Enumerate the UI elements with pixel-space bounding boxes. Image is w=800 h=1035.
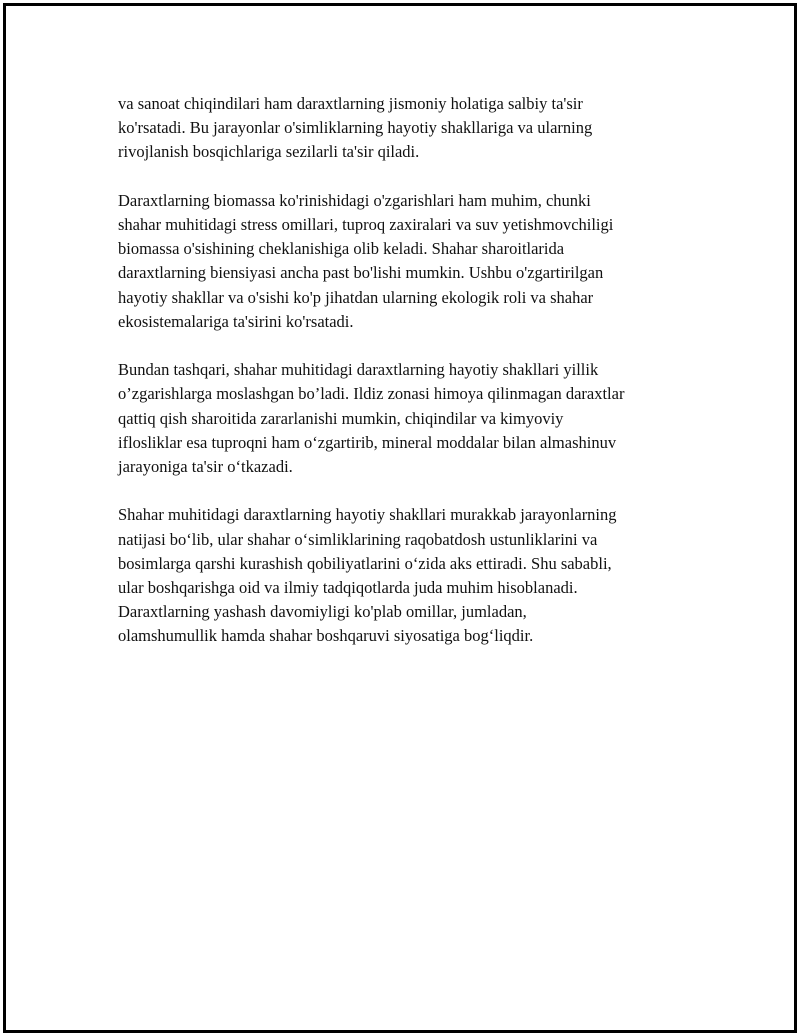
document-body: [118, 92, 698, 673]
text-line: qattiq qish sharoitida zararlanishi mumkin, chiqindilar va kimyoviy: [118, 408, 564, 428]
text-line: Shahar muhitidagi daraxtlarning hayotiy shakllari murakkab jarayonlarning: [118, 505, 617, 525]
text-line: bosimlarga qarshi kurashish qobiliyatlarini o‘zida aks ettiradi. Shu sababli,: [118, 553, 612, 573]
text-line: biomassa o'sishining cheklanishiga olib keladi. Shahar sharoitlarida: [118, 239, 565, 259]
text-line: ular boshqarishga oid va ilmiy tadqiqotlarda juda muhim hisoblanadi.: [118, 578, 578, 598]
text-line: hayotiy shakllar va o'sishi ko'p jihatdan ularning ekologik roli va shahar: [118, 287, 594, 307]
paragraph-3: [118, 358, 698, 479]
text-line: daraxtlarning biensiyasi ancha past bo'lishi mumkin. Ushbu o'zgartirilgan: [118, 263, 604, 283]
text-line: rivojlanish bosqichlariga sezilarli ta'sir qiladi.: [118, 142, 420, 162]
text-line: olamshumullik hamda shahar boshqaruvi siyosatiga bog‘liqdir.: [118, 626, 534, 646]
paragraph-2: [118, 189, 698, 334]
text-line: Daraxtlarning biomassa ko'rinishidagi o'zgarishlari ham muhim, chunki: [118, 190, 591, 210]
text-line: Daraxtlarning yashash davomiyligi ko'plab omillar, jumladan,: [118, 602, 527, 622]
text-line: va sanoat chiqindilari ham daraxtlarning jismoniy holatiga salbiy ta'sir: [118, 94, 583, 113]
text-line: ko'rsatadi. Bu jarayonlar o'simliklarning hayotiy shakllariga va ularning: [118, 118, 593, 138]
paragraph-1: [118, 92, 698, 165]
text-line: o’zgarishlarga moslashgan bo’ladi. Ildiz zonasi himoya qilinmagan daraxtlar: [118, 384, 625, 404]
text-line: iflosliklаr esa tuproqni ham o‘zgartirib, mineral moddalar bilan almashinuv: [118, 432, 617, 452]
text-line: Bundan tashqari, shahar muhitidagi daraxtlarning hayotiy shakllari yillik: [118, 360, 599, 380]
text-line: ekosistemalariga ta'sirini ko'rsatadi.: [118, 311, 354, 331]
text-line: natijasi bo‘lib, ular shahar o‘simliklarining raqobatdosh ustunliklarini va: [118, 529, 598, 549]
text-line: jarayoniga ta'sir o‘tkazadi.: [118, 457, 293, 477]
text-line: shahar muhitidagi stress omillari, tuproq zaxiralari va suv yetishmovchiligi: [118, 215, 614, 234]
paragraph-4: [118, 503, 698, 648]
